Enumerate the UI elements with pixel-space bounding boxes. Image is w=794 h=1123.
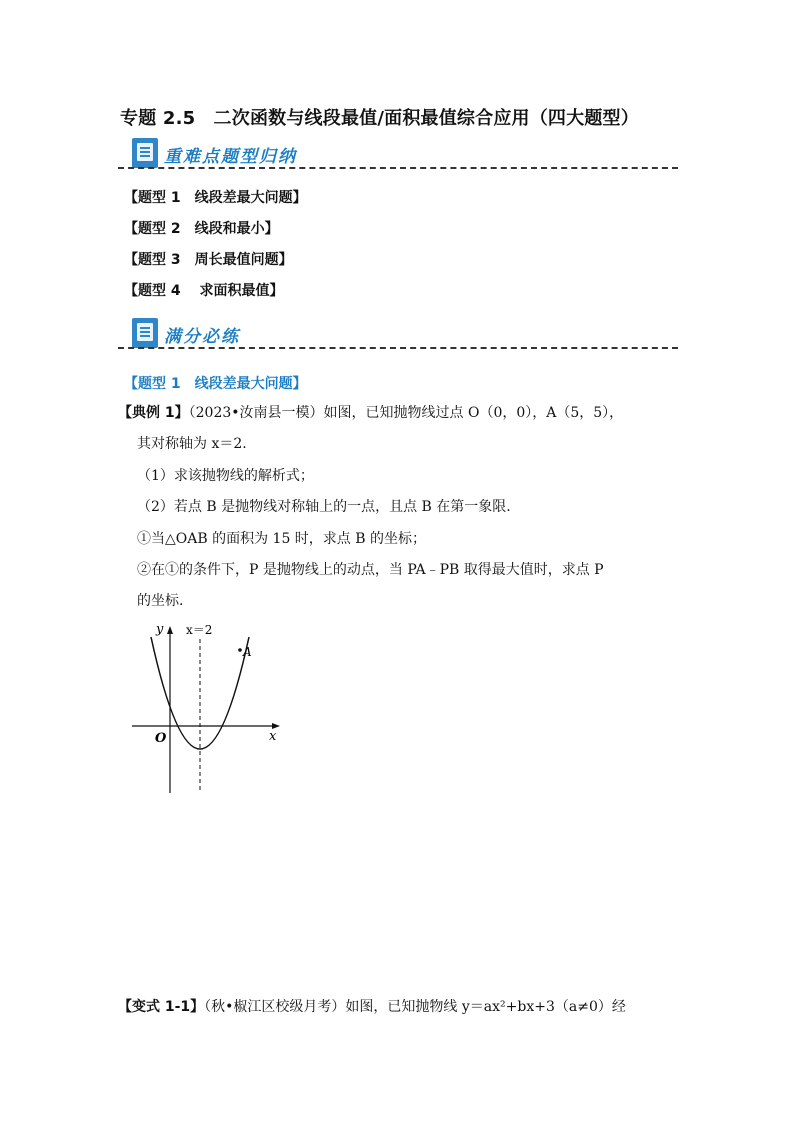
toc-item-2: 【题型 2 线段和最小】 [124, 221, 279, 237]
point-a-label: A [243, 645, 252, 659]
toc-item-1: 【题型 1 线段差最大问题】 [124, 190, 307, 206]
symmetry-axis-label: x＝2 [186, 623, 213, 637]
dashed-divider [118, 347, 678, 349]
section-header-practice [132, 318, 692, 354]
document-icon [132, 138, 158, 168]
toc-item-3: 【题型 3 周长最值问题】 [124, 252, 293, 268]
example-1-line-1 [118, 403, 623, 423]
toc-item-4: 【题型 4 求面积最值】 [124, 283, 284, 299]
example-1-line-2: 其对称轴为 x＝2. [137, 436, 247, 452]
section-heading: 满分必练 [164, 327, 240, 347]
question-2b-continued: 的坐标. [137, 593, 184, 609]
section-header-key-types [132, 138, 692, 174]
point-a-dot [238, 648, 242, 652]
variant-text: （秋•椒江区校级月考）如图，已知抛物线 y＝ax²+bx+3（a≠0）经 [204, 999, 626, 1015]
y-axis-label: y [156, 622, 164, 637]
page-title: 专题 2.5 二次函数与线段最值/面积最值综合应用（四大题型） [120, 108, 639, 129]
question-2: （2）若点 B 是抛物线对称轴上的一点，且点 B 在第一象限. [137, 499, 511, 515]
parabola-figure [130, 615, 290, 800]
variant-tag: 【变式 1-1】 [118, 999, 205, 1015]
type-1-heading: 【题型 1 线段差最大问题】 [124, 376, 307, 392]
question-1: （1）求该抛物线的解析式； [137, 468, 314, 484]
x-axis-label: x [269, 729, 277, 744]
dashed-divider [118, 167, 678, 169]
section-heading: 重难点题型归纳 [164, 147, 297, 167]
y-axis-arrow [167, 626, 173, 634]
question-2b: ②在①的条件下，P 是抛物线上的动点，当 PA﹣PB 取得最大值时，求点 P [137, 562, 604, 578]
origin-label: O [155, 731, 167, 746]
question-2a: ①当△OAB 的面积为 15 时，求点 B 的坐标； [137, 531, 426, 547]
example-tag: 【典例 1】 [118, 405, 189, 421]
document-icon [132, 318, 158, 348]
example-source: （2023•汝南县一模）如图，已知抛物线过点 O（0，0），A（5，5）， [188, 405, 624, 421]
variant-1-1-line [118, 997, 626, 1017]
